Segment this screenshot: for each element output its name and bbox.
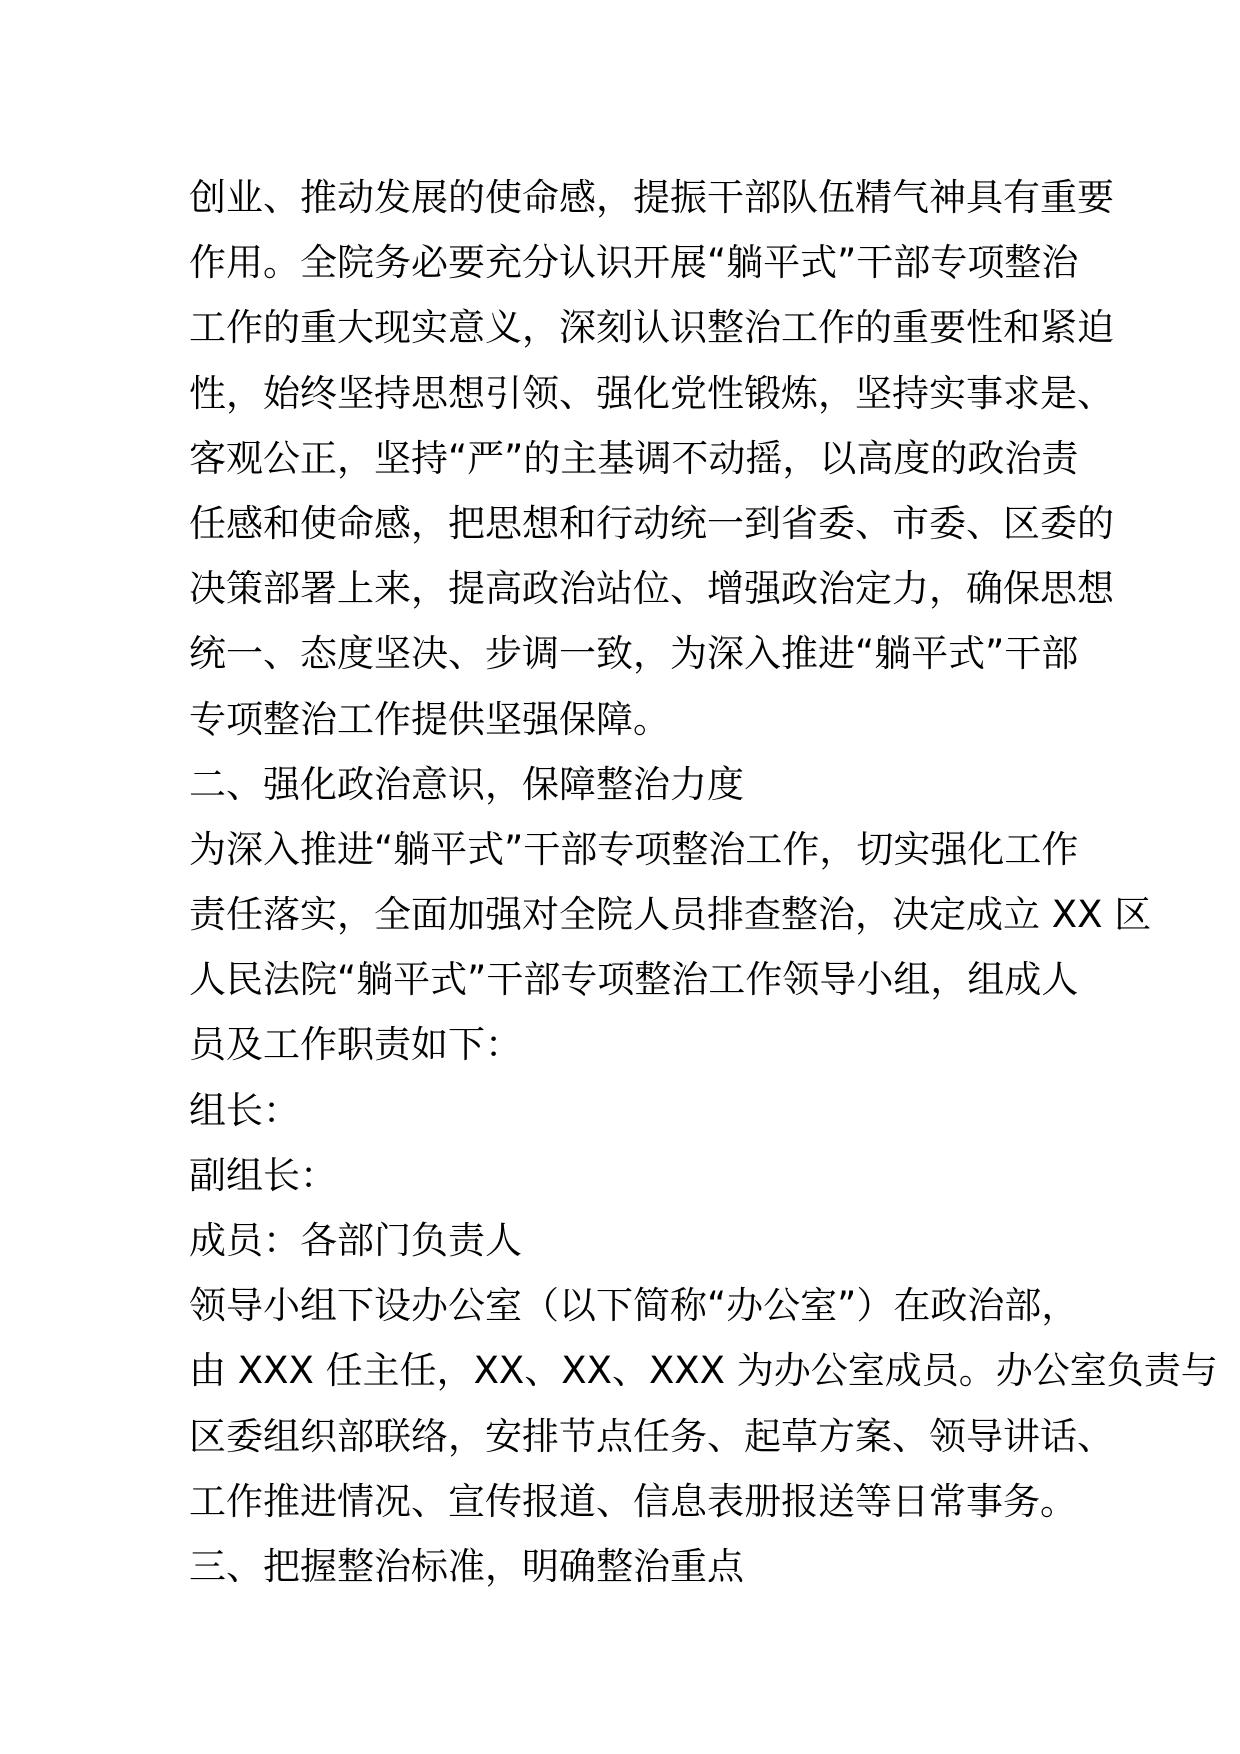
paragraph-line: 任感和使命感，把思想和行动统一到省委、市委、区委的 — [189, 501, 1114, 545]
paragraph-line: 工作推进情况、宣传报道、信息表册报送等日常事务。 — [189, 1479, 1077, 1523]
paragraph-line: 区委组织部联络，安排节点任务、起草方案、领导讲话、 — [189, 1414, 1114, 1458]
section-heading: 三、把握整治标准，明确整治重点 — [189, 1544, 744, 1588]
paragraph-line: 由 XXX 任主任，XX、XX、XXX 为办公室成员。办公室负责与 — [189, 1349, 1218, 1393]
paragraph-line: 员及工作职责如下： — [189, 1023, 522, 1067]
paragraph-line: 为深入推进“躺平式”干部专项整治工作，切实强化工作 — [189, 827, 1079, 871]
leader-label: 组长： — [189, 1088, 300, 1132]
deputy-leader-label: 副组长： — [189, 1153, 337, 1197]
paragraph-line: 创业、推动发展的使命感，提振干部队伍精气神具有重要 — [189, 176, 1114, 219]
paragraph-line: 性，始终坚持思想引领、强化党性锻炼，坚持实事求是、 — [189, 371, 1114, 415]
paragraph-line: 工作的重大现实意义，深刻认识整治工作的重要性和紧迫 — [189, 306, 1114, 350]
paragraph-line: 责任落实，全面加强对全院人员排查整治，决定成立 XX 区 — [189, 893, 1152, 937]
paragraph-line: 人民法院“躺平式”干部专项整治工作领导小组，组成人 — [189, 958, 1079, 1002]
members-label: 成员：各部门负责人 — [189, 1219, 522, 1262]
paragraph-line: 客观公正，坚持“严”的主基调不动摇，以高度的政治责 — [189, 436, 1079, 480]
document-body — [189, 165, 1218, 1599]
paragraph-line: 决策部署上来，提高政治站位、增强政治定力，确保思想 — [189, 567, 1114, 611]
paragraph-line: 专项整治工作提供坚强保障。 — [189, 697, 670, 741]
section-heading: 二、强化政治意识，保障整治力度 — [189, 762, 744, 806]
paragraph-line: 统一、态度坚决、步调一致，为深入推进“躺平式”干部 — [189, 632, 1079, 676]
paragraph-line: 领导小组下设办公室（以下简称“办公室”）在政治部， — [189, 1284, 1079, 1328]
paragraph-line: 作用。全院务必要充分认识开展“躺平式”干部专项整治 — [189, 241, 1079, 285]
